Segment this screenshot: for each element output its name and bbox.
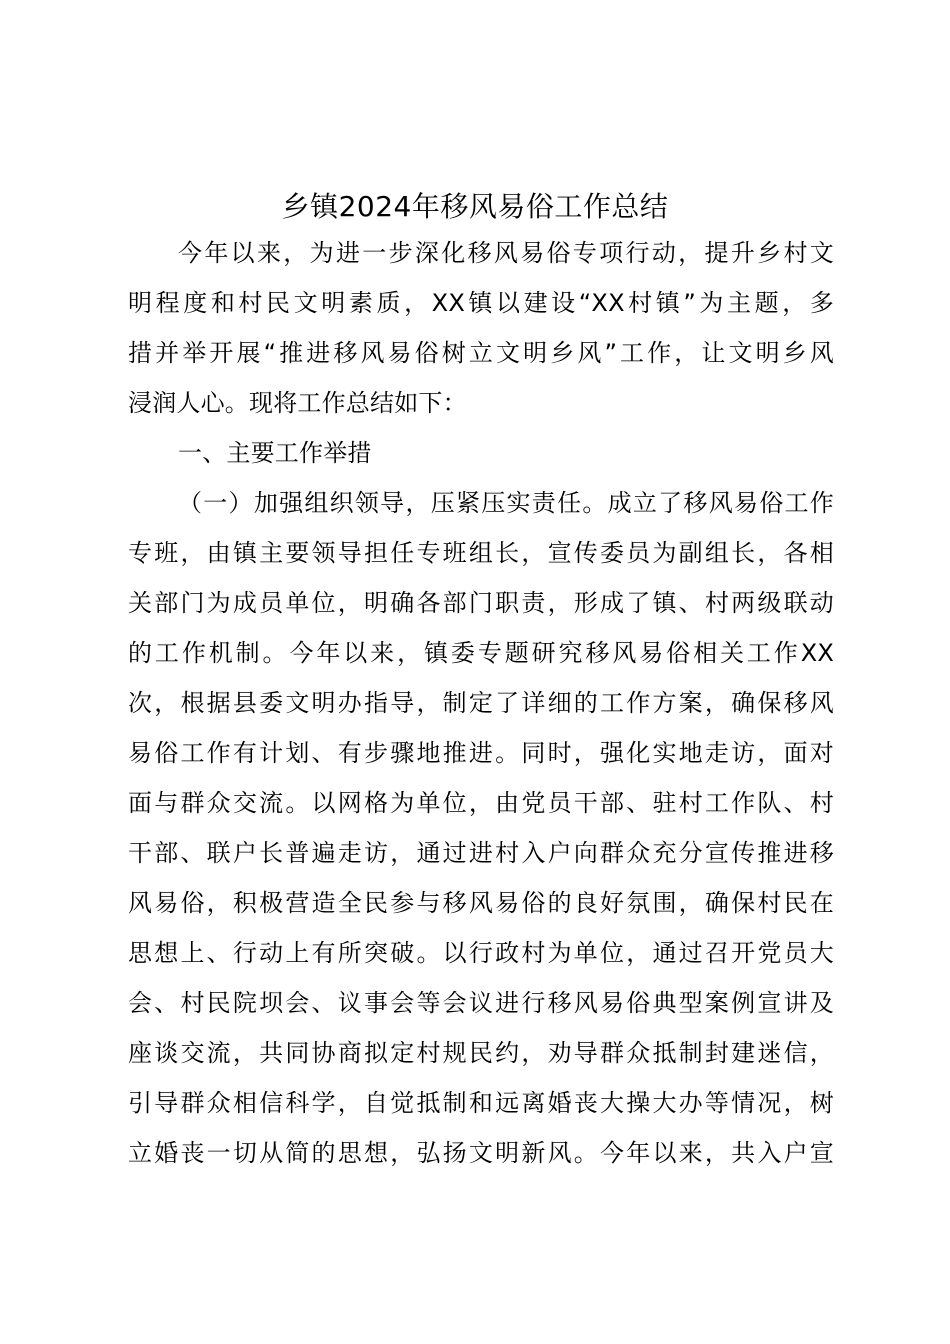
paragraph-line: 明程度和村民文明素质，XX镇以建设“XX村镇”为主题，多 (128, 289, 834, 317)
paragraph-line: 今年以来，为进一步深化移风易俗专项行动，提升乡村文 (178, 239, 834, 267)
paragraph-line: 次，根据县委文明办指导，制定了详细的工作方案，确保移风 (128, 689, 834, 717)
paragraph-line: 座谈交流，共同协商拟定村规民约，劝导群众抵制封建迷信， (128, 1039, 834, 1067)
paragraph-line: 专班，由镇主要领导担任专班组长，宣传委员为副组长，各相 (128, 539, 834, 567)
paragraph-line: 干部、联户长普遍走访，通过进村入户向群众充分宣传推进移 (128, 839, 834, 867)
paragraph-line: 易俗工作有计划、有步骤地推进。同时，强化实地走访，面对 (128, 739, 834, 767)
paragraph-line: 措并举开展“推进移风易俗树立文明乡风”工作，让文明乡风 (128, 339, 834, 367)
paragraph-line: 浸润人心。现将工作总结如下： (128, 389, 467, 417)
document-title: 乡镇2024年移风易俗工作总结 (281, 190, 669, 223)
paragraph-line: 风易俗，积极营造全民参与移风易俗的良好氛围，确保村民在 (128, 889, 834, 917)
paragraph-line: 的工作机制。今年以来，镇委专题研究移风易俗相关工作XX (128, 639, 834, 667)
section-heading: 一、主要工作举措 (178, 439, 372, 467)
paragraph-line: （一）加强组织领导，压紧压实责任。成立了移风易俗工作 (178, 489, 834, 517)
paragraph-line: 会、村民院坝会、议事会等会议进行移风易俗典型案例宣讲及 (128, 989, 834, 1017)
paragraph-line: 关部门为成员单位，明确各部门职责，形成了镇、村两级联动 (128, 589, 834, 617)
paragraph-line: 立婚丧一切从简的思想，弘扬文明新风。今年以来，共入户宣 (128, 1139, 834, 1167)
paragraph-line: 面与群众交流。以网格为单位，由党员干部、驻村工作队、村 (128, 789, 834, 817)
paragraph-line: 思想上、行动上有所突破。以行政村为单位，通过召开党员大 (128, 939, 834, 967)
paragraph-line: 引导群众相信科学，自觉抵制和远离婚丧大操大办等情况，树 (128, 1089, 834, 1117)
